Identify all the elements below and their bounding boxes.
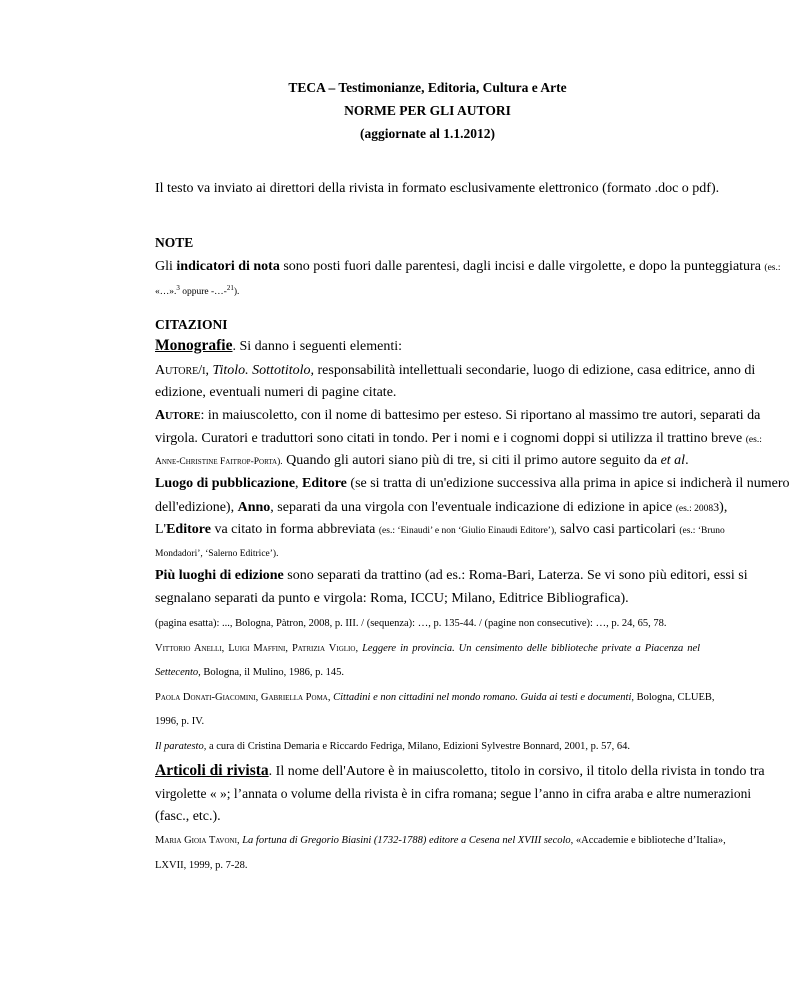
- example-3: Il paratesto, a cura di Cristina Demaria e Riccardo Fedriga, Milano, Edizioni Sylvestre Bonnard, 2001, p. 57, 64.: [155, 741, 631, 752]
- pagine-examples: (pagina esatta): ..., Bologna, Pàtron, 2008, p. III. / (sequenza): …, p. 135-44. / (pagine non consecutive): …, p. 24, 65, 78.: [155, 618, 667, 629]
- note-paragraph-line-2: «…».$^3$ oppure -…-$^{21}$).: [155, 283, 240, 297]
- articoli-subheading: Articoli di rivista: [155, 762, 269, 779]
- editore-rule-line-1: L'Editore va citato in forma abbreviata (es.: ‘Einaudi’ e non ‘Giulio Einaudi Editore’), salvo casi particolari (es.: ‘Bruno: [155, 522, 725, 537]
- monografie-line: Monografie. Si danno i seguenti elementi:: [155, 337, 403, 354]
- example-1-line-1: Vittorio Anelli, Luigi Maffini, Patrizia Viglio, Leggere in provincia. Un censimento delle biblioteche private a Piacenza nel: [155, 643, 701, 654]
- document-date-note: (aggiornate al 1.1.2012): [360, 126, 495, 141]
- luogo-rule-line-1: Luogo di pubblicazione, Editore (se si tratta di un'edizione successiva alla prima in apice si indicherà il numero: [155, 476, 790, 491]
- monografie-format-line-2: edizione, eventuali numeri di pagine citate.: [155, 385, 397, 400]
- articoli-line-2: virgolette « »; l’annata o volume della rivista è in cifra romana; segue l’anno in cifra araba e altre numerazioni: [155, 786, 752, 801]
- note-paragraph-line-1: Gli indicatori di nota sono posti fuori dalle parentesi, dagli incisi e dalle virgolette, e dopo la punteggiatura (es.:: [155, 259, 781, 274]
- autore-rule-line-3: Anne-Christine Faitrop-Porta). Quando gli autori siano più di tre, si citi il primo autore seguito da et al.: [155, 453, 689, 468]
- monografie-format-line-1: Autore/i, Titolo. Sottotitolo, responsabilità intellettuali secondarie, luogo di edizione, casa editrice, anno di: [155, 363, 756, 378]
- example-2-line-1: Paola Donati-Giacomini, Gabriella Poma, Cittadini e non cittadini nel mondo romano. Guida ai testi e documenti, Bologna, CLUEB,: [155, 692, 715, 703]
- citazioni-heading: CITAZIONI: [155, 317, 228, 332]
- example-2-line-2: 1996, p. IV.: [155, 716, 205, 727]
- document-subtitle: NORME PER GLI AUTORI: [344, 103, 511, 118]
- articoli-line-1: Articoli di rivista. Il nome dell'Autore è in maiuscoletto, titolo in corsivo, il titolo della rivista in tondo tra: [155, 762, 765, 779]
- example-4-line-2: LXVII, 1999, p. 7-28.: [155, 860, 248, 871]
- monografie-subheading: Monografie: [155, 337, 233, 354]
- autore-rule-line-2: virgola. Curatori e traduttori sono citati in tondo. Per i nomi e i cognomi doppi si utilizza il trattino breve (es.:: [155, 431, 762, 446]
- intro-paragraph: Il testo va inviato ai direttori della rivista in formato esclusivamente elettronico (formato .doc o pdf).: [155, 181, 720, 196]
- articoli-line-3: (fasc., etc.).: [155, 809, 221, 824]
- luoghi-rule-line-1: Più luoghi di edizione sono separati da trattino (ad es.: Roma-Bari, Laterza. Se vi sono più editori, essi si: [155, 568, 748, 583]
- document-title: TECA – Testimonianze, Editoria, Cultura e Arte: [288, 80, 567, 95]
- example-4-line-1: Maria Gioia Tavoni, La fortuna di Gregorio Biasini (1732-1788) editore a Cesena nel XVIII secolo, «Accademie e biblioteche d’Italia»,: [155, 835, 726, 846]
- autore-rule-line-1: Autore: in maiuscoletto, con il nome di battesimo per esteso. Si riportano al massimo tre autori, separati da: [155, 408, 761, 423]
- luogo-rule-line-2: dell'edizione), Anno, separati da una virgola con l'eventuale indicazione di edizione in apice (es.: 20083),: [155, 500, 728, 515]
- example-1-line-2: Settecento, Bologna, il Mulino, 1986, p. 145.: [155, 667, 344, 678]
- luoghi-rule-line-2: segnalano separati da punto e virgola: Roma, ICCU; Milano, Editrice Bibliografica).: [155, 591, 629, 606]
- editore-rule-line-2: Mondadori’, ‘Salerno Editrice’).: [155, 549, 279, 559]
- note-heading: NOTE: [155, 235, 194, 250]
